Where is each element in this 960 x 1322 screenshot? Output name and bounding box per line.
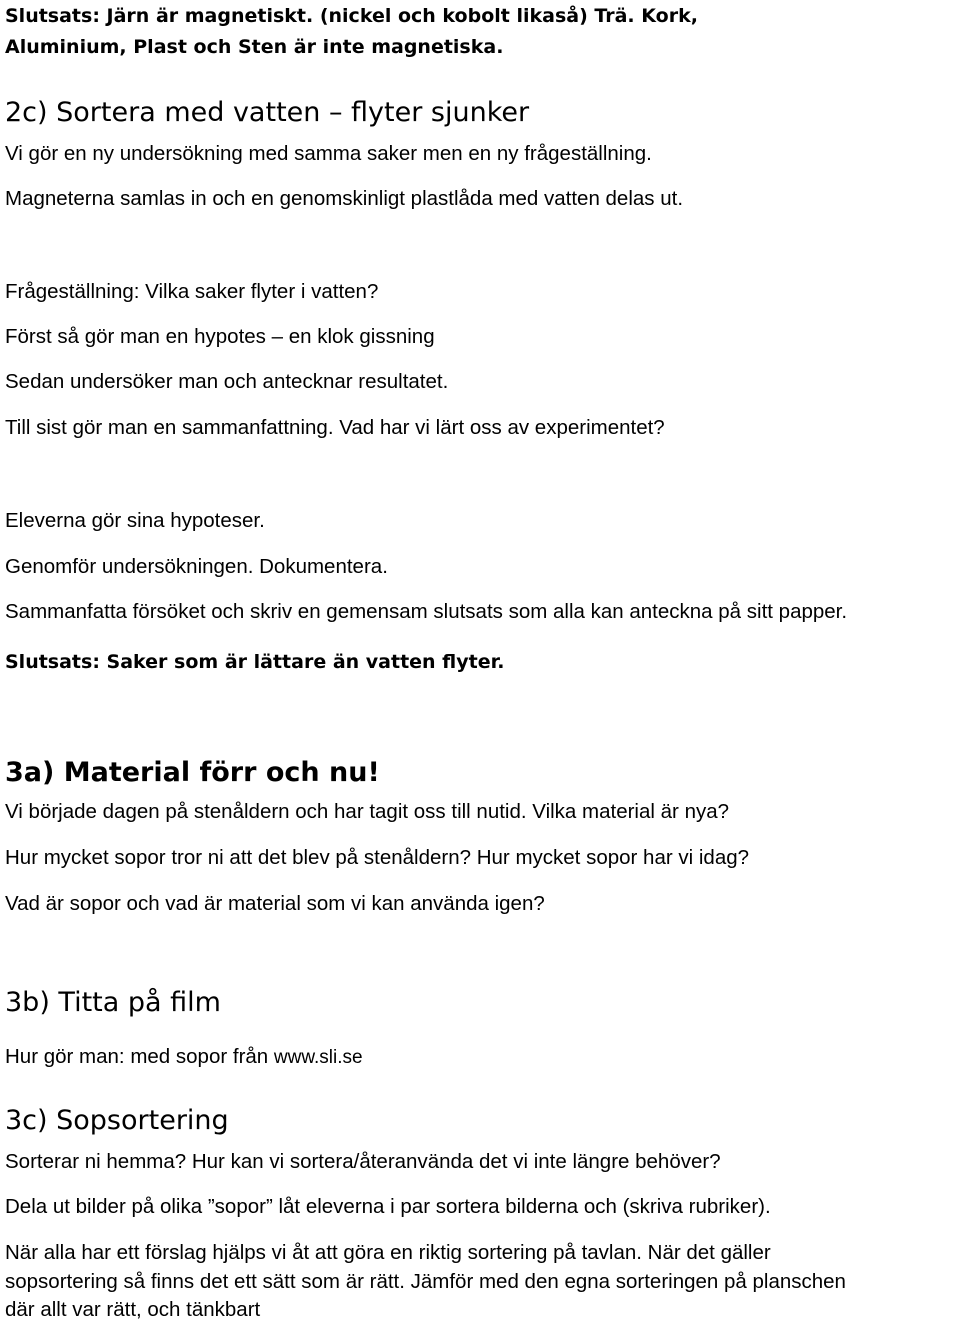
paragraph-2c-intro1: Vi gör en ny undersökning med samma saker men en ny frågeställning. <box>5 142 652 165</box>
paragraph-3b-text: Hur gör man: med sopor från <box>5 1045 274 1068</box>
paragraph-3b-line1 <box>5 1045 363 1070</box>
paragraph-2c-step2: Sedan undersöker man och antecknar resultatet. <box>5 370 449 393</box>
paragraph-2c-intro2: Magneterna samlas in och en genomskinligt plastlåda med vatten delas ut. <box>5 187 684 210</box>
paragraph-3a-line1: Vi började dagen på stenåldern och har tagit oss till nutid. Vilka material är nya? <box>5 800 730 823</box>
heading-3b: 3b) Titta på film <box>5 987 221 1018</box>
paragraph-2c-step1: Först så gör man en hypotes – en klok gissning <box>5 325 435 348</box>
sli-link[interactable]: www.sli.se <box>273 1047 363 1068</box>
paragraph-3a-line2: Hur mycket sopor tror ni att det blev på stenåldern? Hur mycket sopor har vi idag? <box>5 846 750 869</box>
paragraph-3a-line3: Vad är sopor och vad är material som vi kan använda igen? <box>5 892 545 915</box>
heading-3c: 3c) Sopsortering <box>5 1105 229 1136</box>
conclusion-2b-line1: Slutsats: Järn är magnetiskt. (nickel och kobolt likaså) Trä. Kork, <box>5 5 698 27</box>
paragraph-2c-task3: Sammanfatta försöket och skriv en gemensam slutsats som alla kan anteckna på sitt papper. <box>5 600 848 623</box>
paragraph-2c-task1: Eleverna gör sina hypoteser. <box>5 509 265 532</box>
conclusion-2c: Slutsats: Saker som är lättare än vatten flyter. <box>5 651 505 673</box>
heading-2c: 2c) Sortera med vatten – flyter sjunker <box>5 97 530 128</box>
paragraph-3c-line2: Dela ut bilder på olika ”sopor” låt eleverna i par sortera bilderna och (skriva rubriker). <box>5 1195 771 1218</box>
paragraph-3c-line3: När alla har ett förslag hjälps vi åt att göra en riktig sortering på tavlan. När det gäller <box>5 1241 771 1264</box>
paragraph-3c-line4: sopsortering så finns det ett sätt som är rätt. Jämför med den egna sorteringen på planschen <box>5 1270 846 1293</box>
paragraph-3c-line5: där allt var rätt, och tänkbart <box>5 1298 261 1321</box>
paragraph-3c-line1: Sorterar ni hemma? Hur kan vi sortera/återanvända det vi inte längre behöver? <box>5 1150 721 1173</box>
paragraph-2c-question: Frågeställning: Vilka saker flyter i vatten? <box>5 280 379 303</box>
paragraph-2c-step3: Till sist gör man en sammanfattning. Vad har vi lärt oss av experimentet? <box>5 416 665 439</box>
paragraph-2c-task2: Genomför undersökningen. Dokumentera. <box>5 555 388 578</box>
heading-3a: 3a) Material förr och nu! <box>5 757 380 788</box>
conclusion-2b-line2: Aluminium, Plast och Sten är inte magnetiska. <box>5 36 504 58</box>
